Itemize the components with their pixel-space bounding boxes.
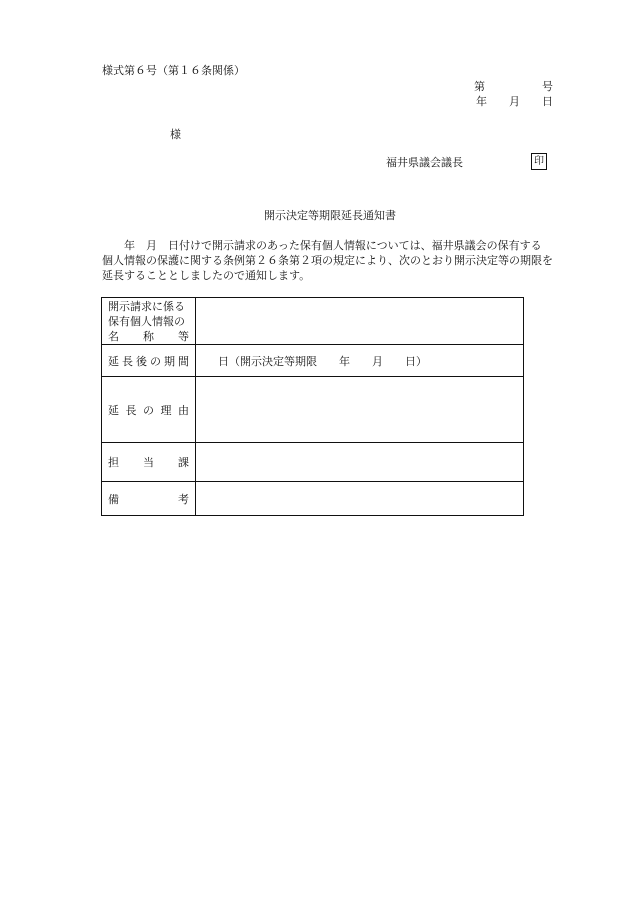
date-year-label: 年 xyxy=(476,95,487,108)
label-char: 当 xyxy=(143,456,154,469)
table-row-remarks xyxy=(102,482,524,516)
label-line-spread xyxy=(108,454,189,470)
value-remarks[interactable] xyxy=(196,482,524,516)
label-char: 後 xyxy=(136,354,147,368)
label-line: 保有個人情報の xyxy=(108,314,185,328)
label-char: 称 xyxy=(143,329,154,343)
label-char: 備 xyxy=(108,492,119,506)
label-line-spread xyxy=(108,329,189,344)
label-line-spread xyxy=(108,402,189,418)
label-char: 由 xyxy=(178,403,189,417)
label-info-name xyxy=(102,298,196,345)
document-title: 開示決定等期限延長通知書 xyxy=(264,209,396,222)
label-char: 期 xyxy=(164,354,175,368)
table-row-info-name xyxy=(102,298,524,345)
date-day-label: 日 xyxy=(542,95,553,108)
notice-body-line: 年 月 日付けで開示請求のあった保有個人情報については、福井県議会の保有する xyxy=(102,239,542,252)
seal-stamp: 印 xyxy=(531,153,547,170)
label-char: の xyxy=(143,403,154,417)
date-month-label: 月 xyxy=(509,95,520,108)
notice-body-line: 延長することとしましたので通知します。 xyxy=(102,269,311,282)
label-line-spread xyxy=(108,491,189,507)
label-line: 開示請求に係る xyxy=(108,299,185,313)
label-remarks xyxy=(102,482,196,516)
value-info-name[interactable] xyxy=(196,298,524,345)
label-char: 長 xyxy=(122,354,133,368)
label-char: 課 xyxy=(178,456,189,469)
value-extended-period[interactable]: 日（開示決定等期限 年 月 日） xyxy=(196,345,524,377)
label-char: 理 xyxy=(160,403,172,417)
label-line-spread xyxy=(108,353,189,369)
value-extension-reason[interactable] xyxy=(196,377,524,443)
label-char: 長 xyxy=(125,403,137,417)
label-char: 考 xyxy=(178,492,189,506)
sender-title: 福井県議会議長 xyxy=(386,156,463,169)
notice-body xyxy=(102,238,572,283)
form-number-label: 様式第６号（第１６条関係） xyxy=(102,64,245,77)
label-char: 延 xyxy=(108,403,119,417)
label-char: 延 xyxy=(108,354,119,368)
label-extended-period xyxy=(102,345,196,377)
value-department[interactable] xyxy=(196,443,524,482)
label-char: 担 xyxy=(108,456,119,469)
extension-details-table xyxy=(101,297,524,516)
table-row-extension-reason xyxy=(102,377,524,443)
document-number-suffix: 号 xyxy=(542,80,553,93)
label-char: 名 xyxy=(108,329,119,343)
table-row-extended-period xyxy=(102,345,524,377)
label-extension-reason xyxy=(102,377,196,443)
recipient-honorific: 様 xyxy=(170,128,181,141)
document-number-prefix: 第 xyxy=(474,80,485,93)
label-char: の xyxy=(150,354,161,368)
label-char: 間 xyxy=(178,354,189,368)
notice-body-line: 個人情報の保護に関する条例第２６条第２項の規定により、次のとおり開示決定等の期限を xyxy=(102,254,553,267)
label-department xyxy=(102,443,196,482)
label-char: 等 xyxy=(178,329,189,343)
table-row-department xyxy=(102,443,524,482)
